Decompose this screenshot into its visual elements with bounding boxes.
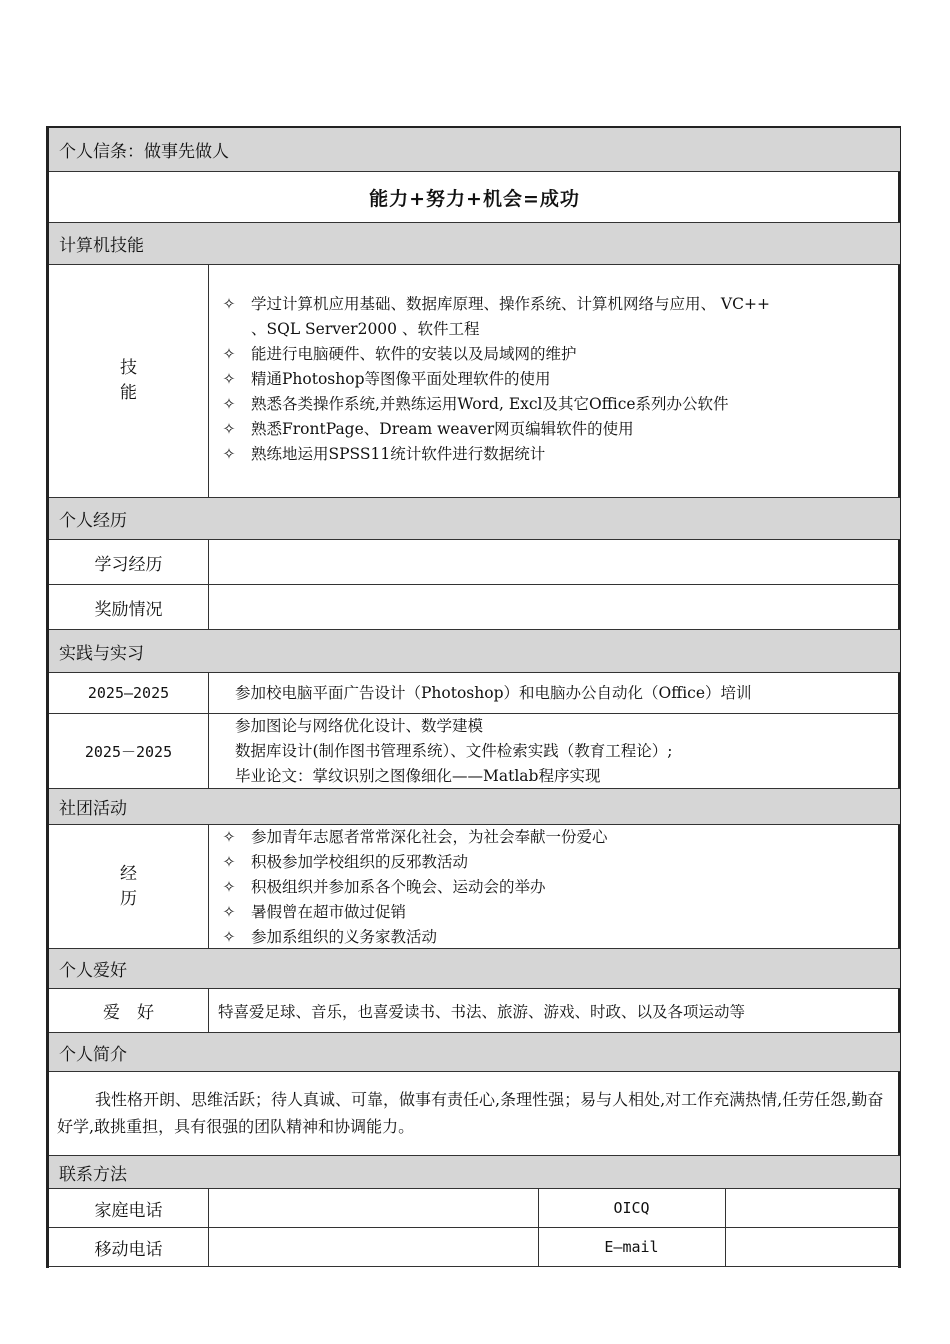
clubs-list: [209, 825, 900, 950]
diamond-bullet-icon: ✧: [222, 903, 236, 921]
practice-row: [49, 714, 900, 789]
section-contact: [49, 1156, 900, 1189]
skills-list: [209, 292, 900, 467]
motto-text: 能力+努力+机会=成功: [369, 187, 580, 210]
hobbies-row: [49, 989, 900, 1033]
hobbies-value: 特喜爱足球、音乐，也喜爱读书、书法、旅游、游戏、时政、以及各项运动等: [218, 1002, 746, 1021]
list-item: ✧ 能进行电脑硬件、软件的安装以及局域网的维护: [219, 342, 900, 367]
section-clubs: [49, 789, 900, 825]
list-item: ✧ 精通Photoshop等图像平面处理软件的使用: [219, 367, 900, 392]
section-computer-skills: [49, 223, 900, 265]
motto-row: [49, 172, 900, 223]
practice-period: 2025—2025: [49, 673, 209, 713]
intro-text: 我性格开朗、思维活跃；待人真诚、可靠，做事有责任心,条理性强；易与人相处,对工作充满热情,任劳任怨,勤奋好学,敢挑重担，具有很强的团队精神和协调能力。: [57, 1090, 884, 1136]
diamond-bullet-icon: ✧: [222, 370, 236, 388]
oicq-value[interactable]: [725, 1189, 900, 1227]
diamond-bullet-icon: ✧: [222, 928, 236, 946]
section-intro: [49, 1033, 900, 1072]
list-item-continuation: 、SQL Server2000 、软件工程: [251, 320, 480, 338]
home-phone-label: 家庭电话: [49, 1189, 209, 1227]
practice-content: 参加校电脑平面广告设计（Photoshop）和电脑办公自动化（Office）培训: [235, 683, 752, 702]
diamond-bullet-icon: ✧: [222, 345, 236, 363]
email-label: E—mail: [538, 1228, 726, 1266]
section-title: 个人经历: [59, 511, 127, 531]
diamond-bullet-icon: ✧: [222, 295, 236, 313]
award-value[interactable]: [209, 585, 900, 629]
award-row: [49, 585, 900, 630]
section-title: 联系方法: [59, 1164, 127, 1185]
section-title: 计算机技能: [59, 236, 144, 256]
study-value[interactable]: [209, 540, 900, 584]
practice-period: 2025－2025: [49, 714, 209, 788]
intro-row: [49, 1072, 900, 1156]
list-item: ✧ 熟悉FrontPage、Dream weaver网页编辑软件的使用: [219, 417, 900, 442]
diamond-bullet-icon: ✧: [222, 878, 236, 896]
motto-header: [49, 128, 900, 172]
section-title: 个人简介: [59, 1044, 127, 1065]
study-row: [49, 540, 900, 585]
section-practice: [49, 630, 900, 673]
section-hobbies: [49, 949, 900, 989]
home-phone-value[interactable]: [209, 1189, 539, 1227]
mobile-label: 移动电话: [49, 1228, 209, 1266]
award-label: 奖励情况: [49, 585, 209, 629]
diamond-bullet-icon: ✧: [222, 445, 236, 463]
practice-row: [49, 673, 900, 714]
skills-row: [49, 265, 900, 498]
list-item: ✧ 熟悉各类操作系统,并熟练运用Word, Excl及其它Office系列办公软件: [219, 392, 900, 417]
hobbies-label: 爱 好: [49, 989, 209, 1032]
list-item: ✧ 积极组织并参加系各个晚会、运动会的举办: [219, 875, 900, 900]
section-experience: [49, 498, 900, 540]
email-value[interactable]: [725, 1228, 900, 1266]
list-item: ✧ 学过计算机应用基础、数据库原理、操作系统、计算机网络与应用、 VC++: [219, 292, 900, 317]
list-item: ✧ 参加青年志愿者常常深化社会，为社会奉献一份爱心: [219, 825, 900, 850]
mobile-value[interactable]: [209, 1228, 539, 1266]
study-label: 学习经历: [49, 540, 209, 584]
oicq-label: OICQ: [538, 1189, 726, 1227]
diamond-bullet-icon: ✧: [222, 395, 236, 413]
skills-content: [209, 265, 900, 497]
contact-row-home: [49, 1189, 900, 1228]
list-item: ✧ 熟练地运用SPSS11统计软件进行数据统计: [219, 442, 900, 467]
diamond-bullet-icon: ✧: [222, 853, 236, 871]
clubs-row: [49, 825, 900, 949]
list-item: ✧ 参加系组织的义务家教活动: [219, 925, 900, 950]
diamond-bullet-icon: ✧: [222, 828, 236, 846]
practice-content: 参加图论与网络优化设计、数学建模 数据库设计(制作图书管理系统）、文件检索实践（教育工程论）; 毕业论文：掌纹识别之图像细化——Matlab程序实现: [235, 717, 673, 785]
contact-row-mobile: [49, 1228, 900, 1267]
section-title: 实践与实习: [59, 643, 144, 664]
section-title: 个人爱好: [59, 961, 127, 981]
skills-label: 技 能: [49, 265, 209, 497]
diamond-bullet-icon: ✧: [222, 420, 236, 438]
list-item: ✧ 暑假曾在超市做过促销: [219, 900, 900, 925]
clubs-content: [209, 825, 900, 948]
clubs-label: 经 历: [49, 825, 209, 948]
list-item: ✧ 积极参加学校组织的反邪教活动: [219, 850, 900, 875]
section-title: 社团活动: [59, 799, 127, 819]
motto-header-text: 个人信条：做事先做人: [59, 142, 229, 162]
